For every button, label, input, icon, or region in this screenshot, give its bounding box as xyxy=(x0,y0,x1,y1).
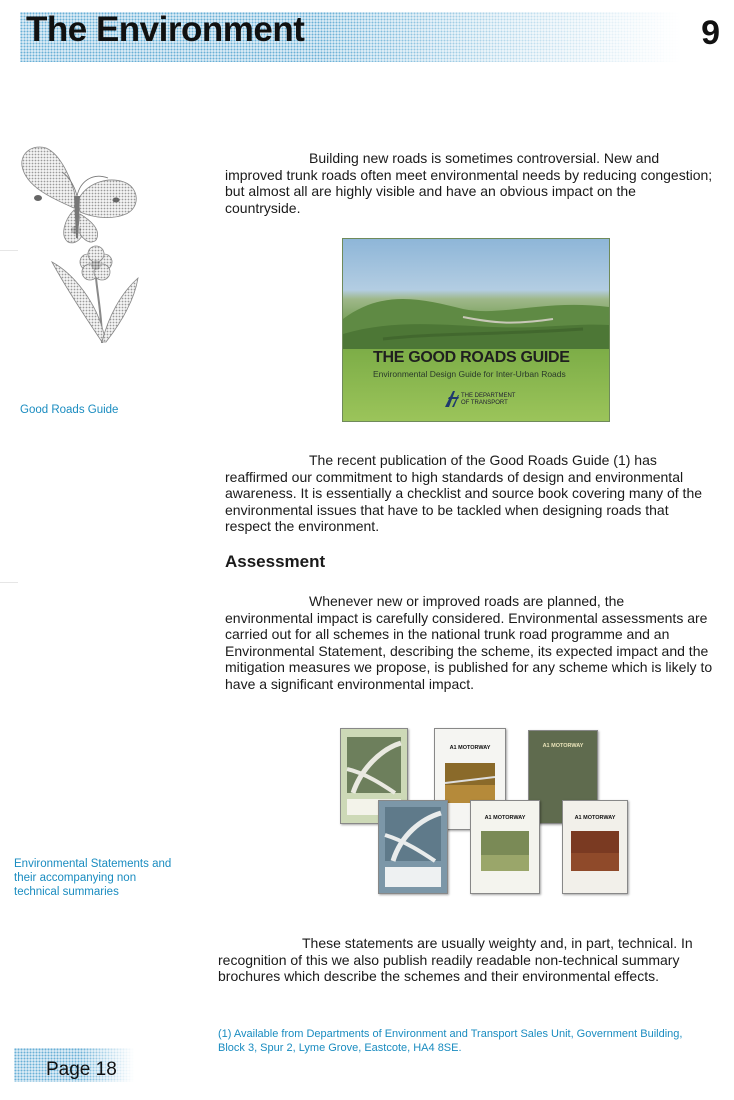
booklet xyxy=(562,800,628,894)
booklet-photo xyxy=(445,763,495,803)
booklet-label: A1 MOTORWAY xyxy=(574,815,616,821)
assessment-paragraph: Whenever new or improved roads are planned, the environmental impact is carefully considered. Environmental assessments are carried out for all schemes in the national trunk road programme and an Environmental Statement, describing the scheme, its expected impact and the mitigation measures we propose, is published for any scheme which is likely to have a significant environmental impact. xyxy=(225,593,713,692)
landscape-hills xyxy=(343,279,609,349)
assessment-heading: Assessment xyxy=(225,552,326,571)
booklet-label: A1 MOTORWAY xyxy=(484,815,526,821)
butterfly-flower-illustration xyxy=(16,138,146,348)
publisher-line-2: OF TRANSPORT xyxy=(461,400,508,406)
booklet xyxy=(378,800,448,894)
chapter-number: 9 xyxy=(701,14,720,52)
booklet xyxy=(470,800,540,894)
cover-subtitle: Environmental Design Guide for Inter-Urban Roads xyxy=(373,369,566,379)
good-roads-guide-cover xyxy=(342,238,610,422)
booklet-road-image xyxy=(379,801,447,893)
environmental-statements-caption: Environmental Statements and their accompanying non technical summaries xyxy=(14,858,172,898)
page-title: The Environment xyxy=(26,10,305,49)
publisher-line-1: THE DEPARTMENT xyxy=(461,393,516,399)
cover-title: THE GOOD ROADS GUIDE xyxy=(373,349,570,366)
booklet-photo xyxy=(571,831,619,871)
booklet-label: A1 MOTORWAY xyxy=(542,743,584,749)
flower-icon xyxy=(16,138,146,348)
booklet-label: A1 MOTORWAY xyxy=(449,745,491,751)
guide-paragraph: The recent publication of the Good Roads Guide (1) has reaffirmed our commitment to high standards of design and environmental awareness. It is essentially a checklist and source book covering many of the environmental issues that have to be tackled when designing roads that respect the environment. xyxy=(225,452,703,534)
booklet-photo xyxy=(481,831,529,871)
good-roads-guide-caption: Good Roads Guide xyxy=(20,404,119,416)
footnote: (1) Available from Departments of Environment and Transport Sales Unit, Government Building, Block 3, Spur 2, Lyme Grove, Eastcote, HA4 8SE. xyxy=(218,1028,683,1054)
page-number: Page 18 xyxy=(46,1059,117,1080)
statements-paragraph: These statements are usually weighty and, in part, technical. In recognition of this we also publish readily readable non-technical summary brochures which describe the schemes and their environmental effects. xyxy=(218,935,693,984)
intro-paragraph: Building new roads is sometimes controversial. New and improved trunk roads often meet environmental needs by reducing congestion; but almost all are highly visible and have an obvious impact on the countryside. xyxy=(225,150,713,216)
publisher-text xyxy=(461,393,515,407)
scan-artifact xyxy=(0,582,18,583)
